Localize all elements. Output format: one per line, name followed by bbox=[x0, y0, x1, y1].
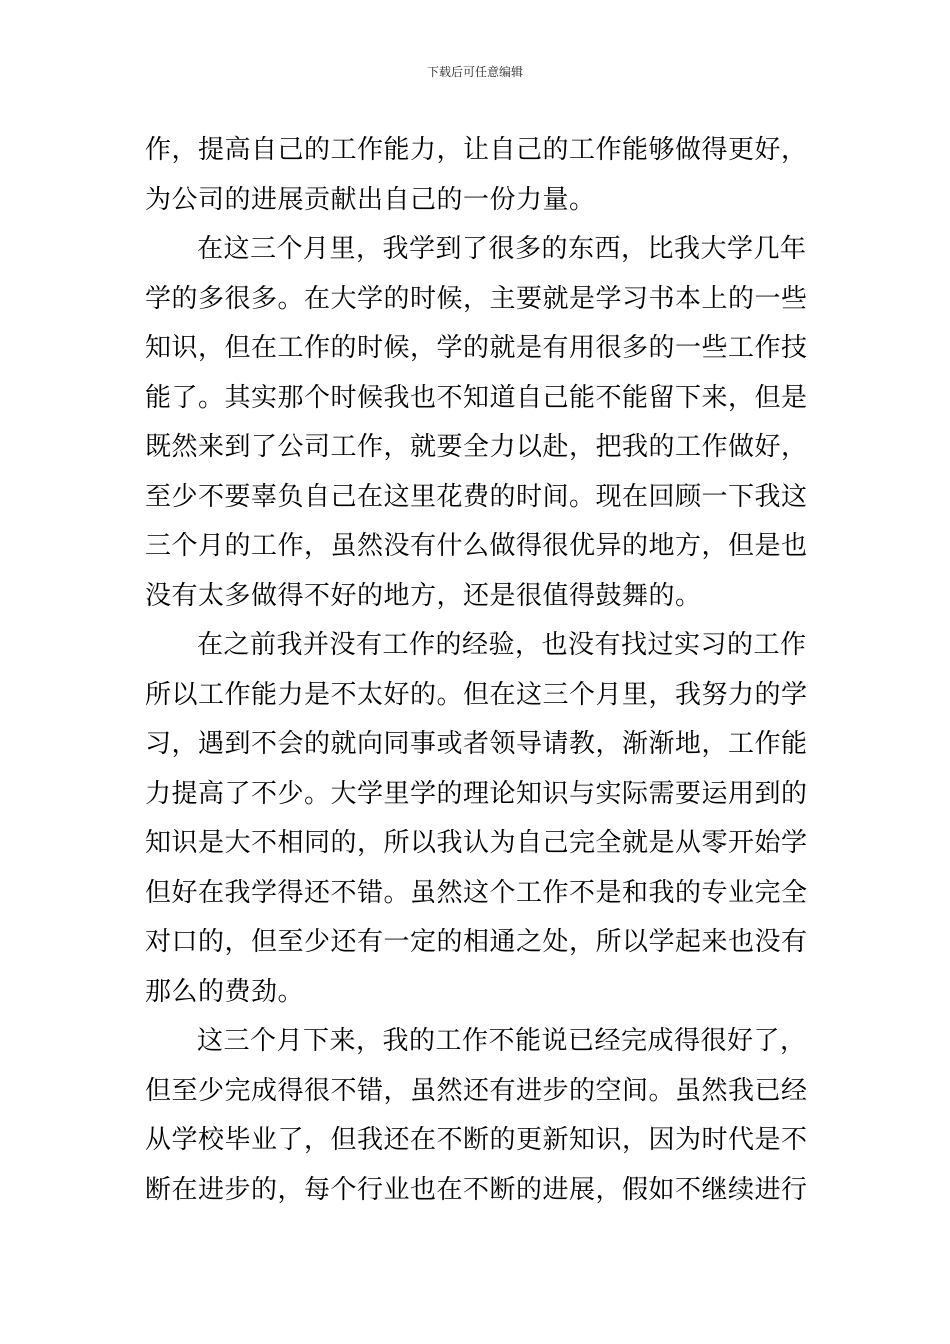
text-line-16: 但好在我学得还不错。虽然这个工作不是和我的专业完全 bbox=[145, 877, 808, 908]
text-line-21: 从学校毕业了，但我还在不断的更新知识，因为时代是不 bbox=[145, 1125, 808, 1155]
text-line-20: 但至少完成得很不错，虽然还有进步的空间。虽然我已经 bbox=[145, 1075, 808, 1106]
text-line-1: 作，提高自己的工作能力，让自己的工作能够做得更好， bbox=[145, 135, 808, 165]
text-line-13: 习，遇到不会的就向同事或者领导请教，渐渐地，工作能 bbox=[145, 729, 808, 759]
text-line-9: 三个月的工作，虽然没有什么做得很优异的地方，但是也 bbox=[145, 531, 808, 561]
text-line-5: 知识，但在工作的时候，学的就是有用很多的一些工作技 bbox=[145, 333, 808, 363]
text-line-15: 知识是大不相同的，所以我认为自己完全就是从零开始学 bbox=[145, 828, 808, 858]
text-line-3: 在这三个月里，我学到了很多的东西，比我大学几年 bbox=[197, 234, 807, 264]
text-line-22: 断在进步的，每个行业也在不断的进展，假如不继续进行 bbox=[145, 1174, 808, 1205]
text-line-8: 至少不要辜负自己在这里花费的时间。现在回顾一下我这 bbox=[145, 481, 808, 512]
text-line-19: 这三个月下来，我的工作不能说已经完成得很好了， bbox=[197, 1026, 807, 1056]
text-line-12: 所以工作能力是不太好的。但在这三个月里，我努力的学 bbox=[145, 679, 808, 710]
page-header-note: 下载后可任意编辑 bbox=[426, 65, 523, 79]
text-line-18: 那么的费劲。 bbox=[145, 976, 305, 1007]
text-line-4: 学的多很多。在大学的时候，主要就是学习书本上的一些 bbox=[145, 283, 808, 314]
text-line-10: 没有太多做得不好的地方，还是很值得鼓舞的。 bbox=[145, 580, 702, 611]
text-line-2: 为公司的进展贡献出自己的一份力量。 bbox=[145, 184, 596, 215]
text-line-6: 能了。其实那个时候我也不知道自己能不能留下来，但是 bbox=[145, 382, 808, 413]
text-line-11: 在之前我并没有工作的经验，也没有找过实习的工作 bbox=[197, 630, 807, 660]
document-body bbox=[145, 126, 807, 1215]
text-line-7: 既然来到了公司工作，就要全力以赴，把我的工作做好， bbox=[145, 432, 808, 462]
text-line-17: 对口的，但至少还有一定的相通之处，所以学起来也没有 bbox=[145, 927, 808, 957]
text-line-14: 力提高了不少。大学里学的理论知识与实际需要运用到的 bbox=[145, 778, 808, 809]
